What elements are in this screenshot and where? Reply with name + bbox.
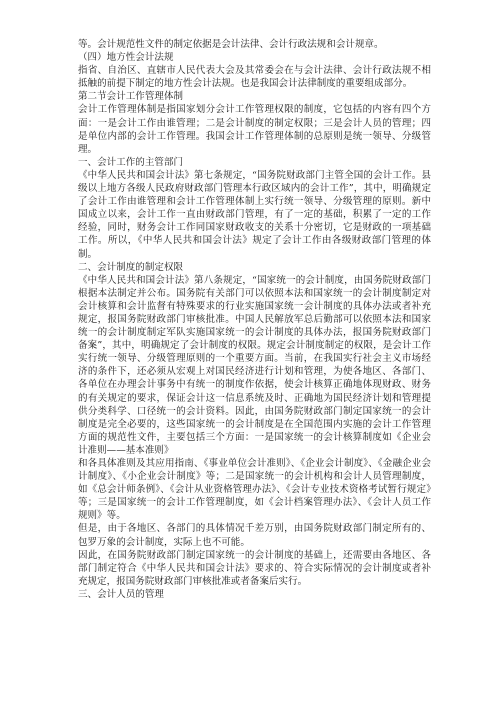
paragraph-standards-list: 和各具体准则及其应用指南、《事业单位会计准则》、《企业会计制度》、《金融企业会计制度》、《小企业会计制度》等；二是国家统一的会计机构和会计人员管理制度，如《总会计师条例》、《会计从业资格管理办法》、《会计专业技术资格考试暂行规定》等；三是国家统一的会计工作管理制度，如《会计档案管理办法》、《会计人员工作规则》等。 xyxy=(78,458,431,522)
paragraph-authority: 《中华人民共和国会计法》第七条规定，“国务院财政部门主管全国的会计工作。县级以上地方各级人民政府财政部门管理本行政区域内的会计工作”，其中，明确规定了会计工作由谁管理和会计工作管理体制上实行统一领导、分级管理的原则。新中国成立以来，会计工作一直由财政部门管理，有了一定的基础，积累了一定的工作经验，同时，财务会计工作同国家财政收支的关系十分密切，它是财政的一项基础工作。所以，《中华人民共和国会计法》规定了会计工作由各级财政部门管理的体制。 xyxy=(78,169,431,260)
paragraph-management-system: 会计工作管理体制是指国家划分会计工作管理权限的制度，它包括的内容有四个方面：一是会计工作由谁管理；二是会计制度的制定权限；三是会计人员的管理；四是单位内部的会计工作管理。我国会计工作管理体制的总原则是统一领导、分级管理。 xyxy=(78,104,431,155)
paragraph-however: 但是，由于各地区、各部门的具体情况千差万别，由国务院财政部门制定所有的、包罗万象的会计制度，实际上也不可能。 xyxy=(78,523,431,548)
document-body xyxy=(78,38,431,601)
subheading-authority: 一、会计工作的主管部门 xyxy=(78,156,184,168)
subheading-personnel: 三、会计人员的管理 xyxy=(78,588,164,600)
paragraph-therefore: 因此，在国务院财政部门制定国家统一的会计制度的基础上，还需要由各地区、各部门制定符合《中华人民共和国会计法》要求的、符合实际情况的会计制度或者补充规定，报国务院财政部门审核批准或者备案后实行。 xyxy=(78,549,431,587)
subheading-rulemaking-power: 二、会计制度的制定权限 xyxy=(78,261,184,273)
paragraph-local-regulations: 指省、自治区、直辖市人民代表大会及其常委会在与会计法律、会计行政法规不相抵触的前提下制定的地方性会计法规。也是我国会计法律制度的重要组成部分。 xyxy=(78,65,431,90)
paragraph-intro: 等。会计规范性文件的制定依据是会计法律、会计行政法规和会计规章。 xyxy=(78,39,384,50)
paragraph-rulemaking-power: 《中华人民共和国会计法》第八条规定，“国家统一的会计制度，由国务院财政部门根据本法制定并公布。国务院有关部门可以依照本法和国家统一的会计制度制定对会计核算和会计监督有特殊要求的行业实施国家统一会计制度的具体办法或者补充规定，报国务院财政部门审核批准。中国人民解放军总后勤部可以依照本法和国家统一的会计制度制定军队实施国家统一的会计制度的具体办法，报国务院财政部门备案”，其中，明确规定了会计制度的权限。规定会计制度制定的权限，是会计工作实行统一领导、分级管理原则的一个重要方面。当前，在我国实行社会主义市场经济的条件下，还必须从宏观上对国民经济进行计划和管理，为使各地区、各部门、各单位在办理会计事务中有统一的制度作依据，使会计核算正确地体现财政、财务的有关规定的要求，保证会计这一信息系统及时、正确地为国民经济计划和管理提供分类科学、口径统一的会计资料。因此，由国务院财政部门制定国家统一的会计制度是完全必要的，这些国家统一的会计制度是在全国范围内实施的会计工作管理方面的规范性文件，主要包括三个方面：一是国家统一的会计核算制度如《企业会计准则——基本准则》 xyxy=(78,274,431,456)
section-heading-management-system: 第二节会计工作管理体制 xyxy=(78,91,184,103)
subheading-local-regulations: （四）地方性会计法规 xyxy=(78,52,174,64)
